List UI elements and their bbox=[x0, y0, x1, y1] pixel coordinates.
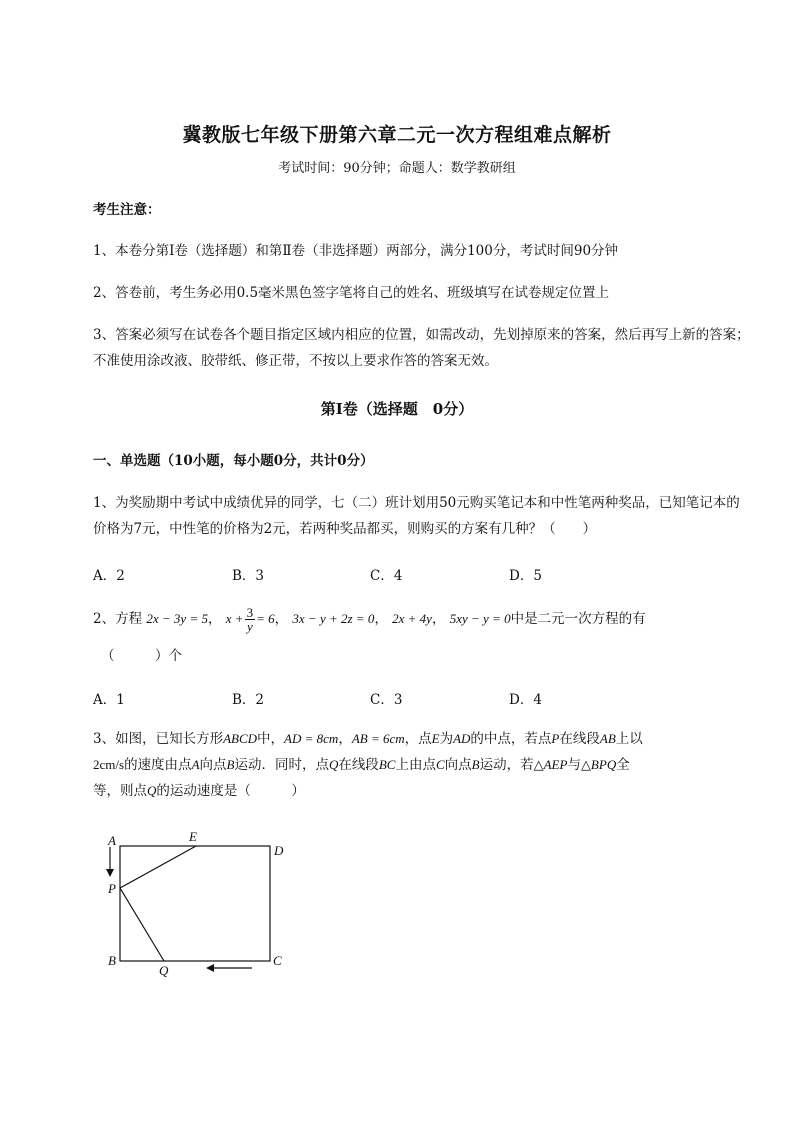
q2-option-c: C．3 bbox=[370, 692, 403, 708]
q3-text-seg: 为 bbox=[439, 731, 454, 747]
q3-text-seg: 的中点，若点 bbox=[470, 731, 552, 747]
q3-math-bc: BC bbox=[378, 757, 396, 772]
q3-math-ab: AB bbox=[599, 731, 616, 746]
segment-pe bbox=[120, 846, 196, 888]
q3-text-seg: 在线段 bbox=[559, 731, 600, 747]
notice-item-3: 3、答案必须写在试卷各个题目指定区域内相应的位置，如需改动，先划掉原来的答案，然后再写上新的答案；不准使用涂改液、胶带纸、修正带，不按以上要求作答的答案无效。 bbox=[93, 327, 750, 369]
q2-eq2-fraction bbox=[245, 606, 256, 633]
q2-sep-2: ， bbox=[274, 611, 289, 627]
notice-item-1: 1、本卷分第I卷（选择题）和第Ⅱ卷（非选择题）两部分，满分100分，考试时间90分钟 bbox=[93, 243, 619, 259]
q3-text-seg: 的速度由点 bbox=[124, 757, 192, 773]
q3-text-seg: 上由点 bbox=[395, 757, 436, 773]
q2-sep-4: ， bbox=[431, 611, 446, 627]
q2-blank: （ ）个 bbox=[101, 648, 182, 664]
q3-text-seg: 全 bbox=[616, 757, 630, 773]
q3-text-seg: 等，则点 bbox=[93, 783, 147, 799]
label-p: P bbox=[108, 881, 116, 896]
q3-text-seg: 向点 bbox=[199, 757, 227, 773]
q3-math-tri2: △BPQ bbox=[580, 757, 617, 772]
arrow-left-head bbox=[206, 964, 214, 972]
q1-option-d: D．5 bbox=[509, 568, 542, 584]
label-a: A bbox=[108, 833, 116, 848]
q3-text-seg: 中， bbox=[257, 731, 285, 747]
q3-math-ad: AD bbox=[453, 731, 471, 746]
q2-prefix: 2、方程 bbox=[93, 611, 143, 627]
q2-eq3: 3x − y + 2z = 0 bbox=[292, 611, 375, 626]
q3-math-q2: Q bbox=[147, 783, 157, 798]
q2-eq1: 2x − 3y = 5 bbox=[146, 611, 208, 626]
page-title: 冀教版七年级下册第六章二元一次方程组难点解析 bbox=[182, 124, 612, 146]
q3-math-c: C bbox=[435, 757, 445, 772]
notice-item-2: 2、答卷前，考生务必用0.5毫米黑色签字笔将自己的姓名、班级填写在试卷规定位置上 bbox=[93, 285, 610, 301]
q1-option-a: A．2 bbox=[93, 568, 125, 584]
q3-math-ad-eq: AD = 8cm bbox=[284, 731, 339, 746]
q3-math-e: E bbox=[431, 731, 440, 746]
q2-eq5: 5xy − y = 0 bbox=[449, 611, 511, 626]
q3-text-seg: 向点 bbox=[444, 757, 472, 773]
q2-eq2-a: x + bbox=[225, 611, 244, 626]
q2-fraction-denominator: y bbox=[246, 619, 253, 634]
arrow-down-head bbox=[106, 869, 114, 877]
rectangle-abcd bbox=[120, 846, 270, 961]
q3-text-seg: 上以 bbox=[615, 731, 643, 747]
question-3-line-3 bbox=[93, 778, 753, 804]
label-e: E bbox=[189, 829, 197, 844]
question-2-text bbox=[93, 606, 753, 633]
part-heading: 一、单选题（10小题，每小题0分，共计0分） bbox=[93, 453, 374, 469]
q2-fraction-numerator: 3 bbox=[246, 605, 254, 620]
q3-text-seg: 与 bbox=[567, 757, 581, 773]
label-d: D bbox=[274, 843, 284, 858]
q3-text-seg: ， bbox=[338, 731, 352, 747]
notice-heading: 考生注意： bbox=[93, 202, 161, 218]
q3-math-tri1: △AEP bbox=[533, 757, 568, 772]
question-3-line-2 bbox=[93, 752, 753, 778]
q3-math-q: Q bbox=[328, 757, 339, 772]
q2-option-a: A．1 bbox=[93, 692, 125, 708]
q2-option-d: D．4 bbox=[509, 692, 542, 708]
label-q: Q bbox=[159, 963, 169, 978]
q3-text-seg: 运动．同时，点 bbox=[234, 757, 329, 773]
q3-text-seg: ，点 bbox=[404, 731, 432, 747]
q1-option-b: B．3 bbox=[232, 568, 265, 584]
q3-math-b: B bbox=[226, 757, 235, 772]
page-subtitle: 考试时间：90分钟；命题人：数学教研组 bbox=[278, 161, 516, 176]
q2-sep-3: ， bbox=[374, 611, 388, 627]
q3-text-seg: 运动，若 bbox=[479, 757, 534, 773]
label-c: C bbox=[273, 953, 282, 968]
section-title: 第I卷（选择题 0分） bbox=[320, 400, 474, 418]
q2-eq2-b: = 6 bbox=[256, 611, 275, 626]
label-b: B bbox=[108, 953, 116, 968]
q3-math-abcd: ABCD bbox=[223, 731, 258, 746]
q3-math-speed: 2cm/s bbox=[93, 757, 125, 772]
q3-math-p: P bbox=[551, 731, 560, 746]
q3-text-seg: 的运动速度是（ ） bbox=[156, 783, 305, 799]
question-1-text: 1、为奖励期中考试中成绩优异的同学，七（二）班计划用50元购买笔记本和中性笔两种奖品，已知笔记本的价格为7元，中性笔的价格为2元，若两种奖品都买，则购买的方案有几种？（ ） bbox=[93, 495, 740, 537]
q2-sep-1: ， bbox=[207, 611, 222, 627]
rectangle-figure bbox=[100, 825, 300, 985]
q2-option-b: B．2 bbox=[232, 692, 265, 708]
q3-text-seg: 在线段 bbox=[338, 757, 379, 773]
q3-math-b2: B bbox=[471, 757, 480, 772]
q3-text-seg: 3、如图，已知长方形 bbox=[93, 731, 224, 747]
segment-pq bbox=[120, 888, 164, 961]
question-3-line-1 bbox=[93, 726, 753, 752]
q3-math-ab-eq: AB = 6cm bbox=[351, 731, 405, 746]
q2-suffix: 中是二元一次方程的有 bbox=[510, 611, 646, 627]
q3-math-a: A bbox=[191, 757, 200, 772]
q1-option-c: C．4 bbox=[370, 568, 403, 584]
q2-eq4: 2x + 4y bbox=[392, 611, 432, 626]
